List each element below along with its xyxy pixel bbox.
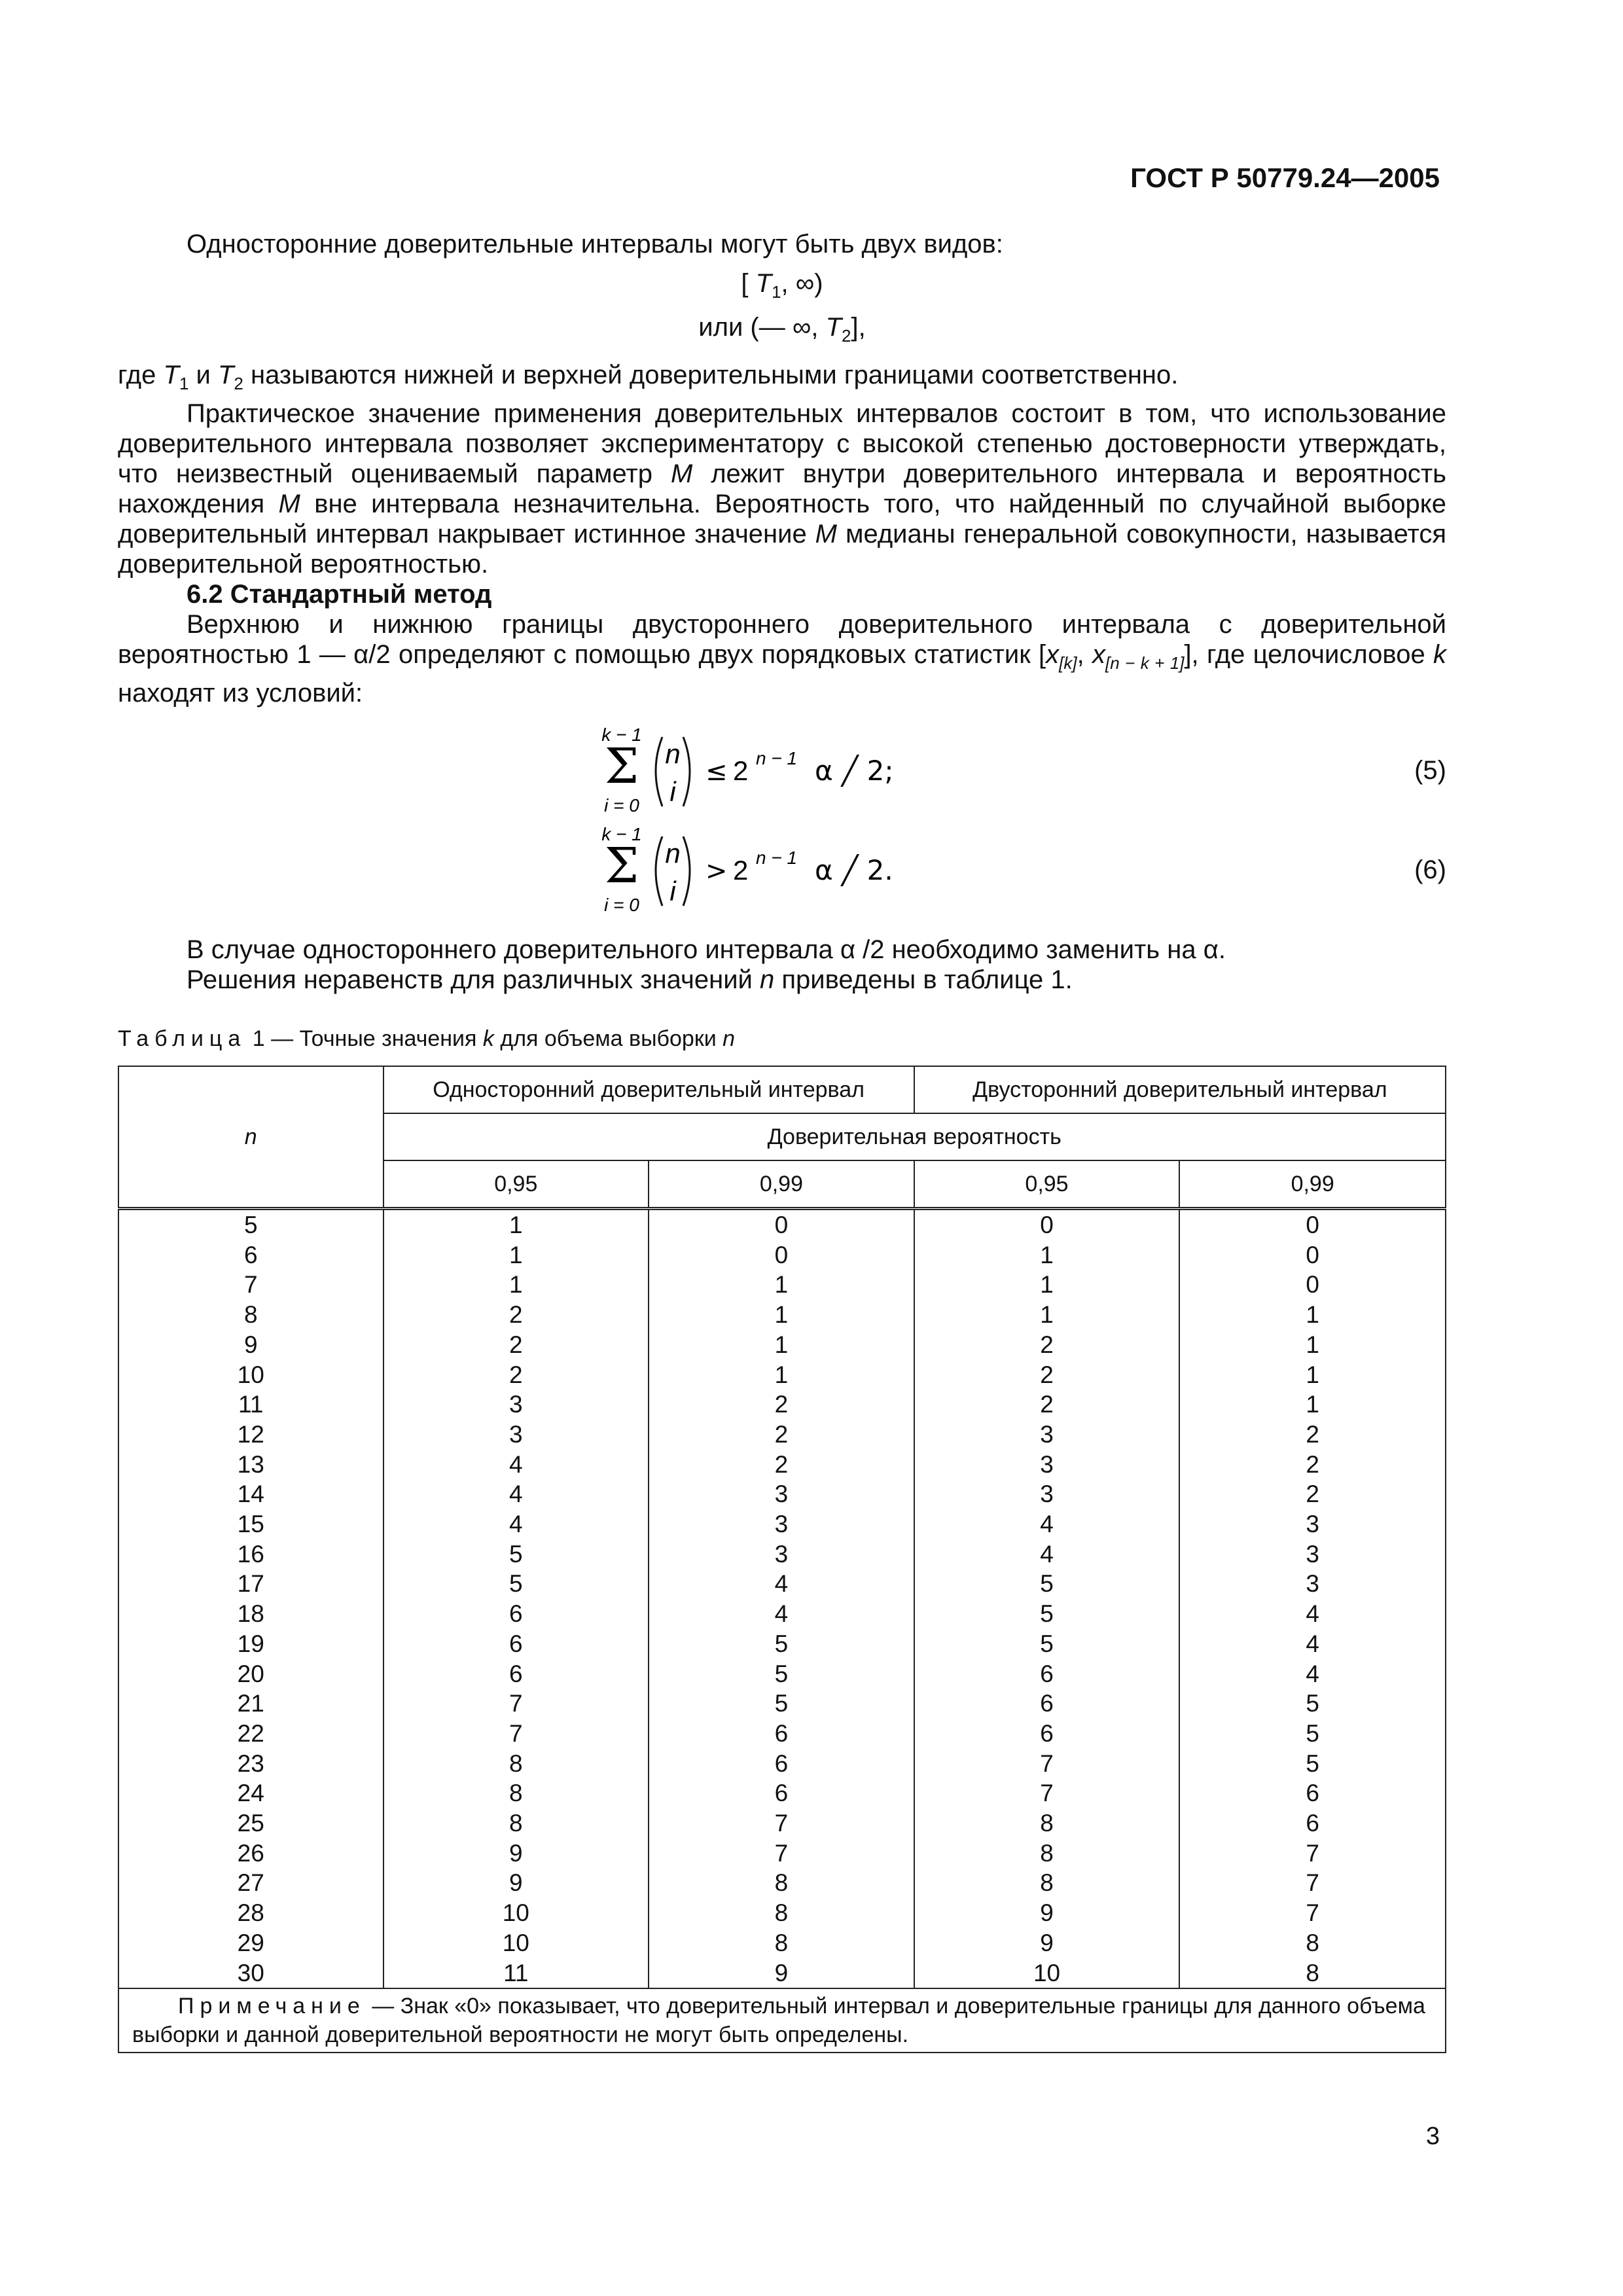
cell-k: 6 [1179, 1778, 1446, 1808]
cell-k: 1 [1179, 1300, 1446, 1330]
formula-5-graphic [589, 721, 1047, 819]
cell-k: 3 [1179, 1569, 1446, 1599]
cell-k: 6 [383, 1599, 649, 1629]
k-values-table [118, 1066, 1446, 2053]
cell-k: 5 [383, 1569, 649, 1599]
cell-k: 11 [383, 1958, 649, 1989]
header-conf-col: 0,99 [649, 1160, 914, 1209]
cell-k: 4 [1179, 1659, 1446, 1689]
cell-k: 9 [383, 1868, 649, 1898]
table-row [118, 1450, 1446, 1480]
right-paren [683, 836, 690, 906]
cell-k: 10 [383, 1898, 649, 1928]
interval-lower: [ $T_1$, ∞) [741, 269, 823, 302]
cell-n: 11 [118, 1390, 383, 1420]
where-clause: где $T_1$ и $T_2$ называются нижней и верхней доверительными границами соответственно. [118, 361, 1179, 393]
power-exponent: n − 1 [756, 748, 798, 768]
cell-k: 2 [1179, 1450, 1446, 1480]
cell-k: 1 [383, 1240, 649, 1270]
cell-k: 4 [914, 1539, 1180, 1570]
cell-k: 7 [649, 1808, 914, 1839]
cell-k: 9 [383, 1839, 649, 1869]
table-row [118, 1868, 1446, 1898]
cell-n: 13 [118, 1450, 383, 1480]
right-paren [683, 737, 690, 806]
cell-k: 8 [383, 1778, 649, 1808]
cell-k: 3 [914, 1450, 1180, 1480]
cell-k: 3 [914, 1479, 1180, 1509]
cell-k: 5 [1179, 1719, 1446, 1749]
cell-k: 2 [649, 1390, 914, 1420]
cell-k: 7 [914, 1778, 1180, 1808]
sigma-symbol: Σ [604, 838, 639, 894]
equation-number-5: (5) [1414, 756, 1446, 785]
paragraph-practical-meaning: Практическое значение применения доверительных интервалов состоит в том, что использование доверительного интервала позволяет экспериментатору с высокой степенью достоверности утверждать, что неизвестный оцениваемый параметр M лежит внутри доверительного интервала и вероятность нахождения M вне интервала незначительна. Вероятность того, что найденный по случайной выборке доверительный интервал накрывает истинное значение M медианы генеральной совокупности, называется доверительной вероятностью. [118, 399, 1447, 579]
cell-n: 25 [118, 1808, 383, 1839]
cell-n: 8 [118, 1300, 383, 1330]
table-row [118, 1599, 1446, 1629]
paragraph-one-sided-note: В случае одностороннего доверительного интервала α /2 необходимо заменить на α. [187, 935, 1226, 964]
cell-n: 15 [118, 1509, 383, 1539]
cell-k: 2 [649, 1450, 914, 1480]
cell-k: 4 [1179, 1599, 1446, 1629]
cell-k: 4 [914, 1509, 1180, 1539]
intro-line: Односторонние доверительные интервалы могут быть двух видов: [187, 230, 1003, 259]
cell-k: 8 [649, 1868, 914, 1898]
cell-k: 4 [649, 1599, 914, 1629]
cell-k: 1 [1179, 1360, 1446, 1390]
cell-k: 10 [383, 1928, 649, 1958]
sum-upper-limit: k − 1 [601, 725, 642, 745]
cell-k: 4 [383, 1450, 649, 1480]
cell-n: 18 [118, 1599, 383, 1629]
cell-k: 2 [383, 1360, 649, 1390]
cell-k: 8 [914, 1839, 1180, 1869]
cell-k: 1 [914, 1270, 1180, 1300]
power-exponent: n − 1 [756, 848, 798, 868]
table-row [118, 1270, 1446, 1300]
sigma-symbol: Σ [604, 738, 639, 795]
paragraph-table-reference: Решения неравенств для различных значений n приведены в таблице 1. [187, 965, 1073, 994]
cell-k: 1 [914, 1300, 1180, 1330]
cell-k: 8 [1179, 1928, 1446, 1958]
cell-k: 5 [383, 1539, 649, 1570]
cell-k: 8 [914, 1868, 1180, 1898]
cell-n: 10 [118, 1360, 383, 1390]
table-row [118, 1420, 1446, 1450]
cell-k: 5 [1179, 1689, 1446, 1719]
cell-k: 2 [383, 1330, 649, 1360]
cell-n: 20 [118, 1659, 383, 1689]
formula-tail: α ╱ 2; [815, 755, 894, 787]
cell-k: 5 [914, 1629, 1180, 1659]
cell-k: 6 [383, 1659, 649, 1689]
cell-k: 3 [383, 1390, 649, 1420]
cell-k: 1 [649, 1300, 914, 1330]
cell-k: 2 [914, 1330, 1180, 1360]
table-row [118, 1719, 1446, 1749]
page-content [118, 229, 1446, 2053]
power-base: 2 [733, 855, 749, 886]
cell-k: 1 [914, 1240, 1180, 1270]
page-number: 3 [1425, 2123, 1440, 2150]
table-row [118, 1749, 1446, 1779]
cell-k: 9 [914, 1898, 1180, 1928]
paragraph-standard-method: Верхнюю и нижнюю границы двустороннего доверительного интервала с доверительной вероятностью 1 — α/2 определяют с помощью двух порядковых статистик [$x_{[k]}$, $x_{[n - k + 1]}$], где целочисловое k находят из условий: [118, 610, 1446, 708]
table-row [118, 1808, 1446, 1839]
table-row [118, 1928, 1446, 1958]
cell-k: 0 [649, 1209, 914, 1240]
table-row [118, 1360, 1446, 1390]
left-paren [656, 836, 662, 906]
table-row [118, 1958, 1446, 1989]
cell-k: 2 [914, 1390, 1180, 1420]
cell-k: 8 [383, 1808, 649, 1839]
header-one-sided: Односторонний доверительный интервал [383, 1066, 914, 1113]
table-row [118, 1839, 1446, 1869]
cell-n: 29 [118, 1928, 383, 1958]
cell-k: 3 [649, 1509, 914, 1539]
cell-k: 2 [649, 1420, 914, 1450]
cell-k: 6 [1179, 1808, 1446, 1839]
cell-n: 7 [118, 1270, 383, 1300]
cell-k: 9 [914, 1928, 1180, 1958]
header-conf-col: 0,99 [1179, 1160, 1446, 1209]
cell-n: 22 [118, 1719, 383, 1749]
table-row [118, 1569, 1446, 1599]
cell-n: 26 [118, 1839, 383, 1869]
cell-k: 6 [649, 1719, 914, 1749]
cell-k: 7 [649, 1839, 914, 1869]
cell-k: 2 [1179, 1479, 1446, 1509]
cell-k: 7 [1179, 1868, 1446, 1898]
sum-upper-limit: k − 1 [601, 824, 642, 844]
cell-k: 5 [914, 1569, 1180, 1599]
table-row [118, 1659, 1446, 1689]
cell-k: 7 [383, 1719, 649, 1749]
table-row [118, 1629, 1446, 1659]
cell-k: 5 [649, 1689, 914, 1719]
table-row [118, 1509, 1446, 1539]
cell-k: 4 [649, 1569, 914, 1599]
binom-bottom: i [669, 876, 676, 906]
cell-k: 1 [383, 1270, 649, 1300]
cell-n: 28 [118, 1898, 383, 1928]
table-body [118, 1209, 1446, 1989]
cell-k: 2 [383, 1300, 649, 1330]
cell-k: 6 [649, 1749, 914, 1779]
formula-6-graphic [589, 821, 1047, 919]
cell-k: 9 [649, 1958, 914, 1989]
cell-k: 5 [649, 1659, 914, 1689]
formula-6 [118, 821, 1446, 919]
cell-k: 1 [649, 1270, 914, 1300]
section-heading: 6.2 Стандартный метод [187, 580, 492, 609]
table-row [118, 1778, 1446, 1808]
interval-upper: или (— ∞, $T_2$], [698, 313, 866, 346]
cell-n: 19 [118, 1629, 383, 1659]
cell-n: 9 [118, 1330, 383, 1360]
table-row [118, 1390, 1446, 1420]
cell-n: 12 [118, 1420, 383, 1450]
cell-k: 6 [914, 1659, 1180, 1689]
cell-n: 27 [118, 1868, 383, 1898]
cell-k: 5 [914, 1599, 1180, 1629]
cell-k: 6 [914, 1719, 1180, 1749]
cell-k: 3 [1179, 1509, 1446, 1539]
cell-k: 0 [1179, 1240, 1446, 1270]
cell-k: 7 [1179, 1898, 1446, 1928]
cell-k: 1 [1179, 1330, 1446, 1360]
cell-k: 6 [914, 1689, 1180, 1719]
cell-k: 3 [383, 1420, 649, 1450]
cell-k: 5 [1179, 1749, 1446, 1779]
left-paren [656, 737, 662, 806]
cell-k: 4 [383, 1479, 649, 1509]
cell-n: 21 [118, 1689, 383, 1719]
cell-k: 2 [1179, 1420, 1446, 1450]
cell-k: 1 [649, 1360, 914, 1390]
binom-top: n [665, 738, 681, 769]
cell-k: 8 [383, 1749, 649, 1779]
cell-k: 1 [1179, 1390, 1446, 1420]
cell-k: 6 [383, 1629, 649, 1659]
cell-k: 7 [1179, 1839, 1446, 1869]
relation-sign: > [705, 856, 728, 886]
cell-n: 16 [118, 1539, 383, 1570]
cell-k: 8 [1179, 1958, 1446, 1989]
cell-k: 7 [383, 1689, 649, 1719]
cell-k: 8 [914, 1808, 1180, 1839]
formula-tail: α ╱ 2. [815, 854, 893, 886]
cell-k: 2 [914, 1360, 1180, 1390]
table-row [118, 1539, 1446, 1570]
formula-5 [118, 721, 1446, 819]
cell-k: 3 [1179, 1539, 1446, 1570]
table-row [118, 1689, 1446, 1719]
table-row [118, 1300, 1446, 1330]
cell-k: 1 [383, 1209, 649, 1240]
table-row [118, 1330, 1446, 1360]
binom-top: n [665, 838, 681, 869]
cell-k: 8 [649, 1898, 914, 1928]
header-confidence: Доверительная вероятность [383, 1113, 1446, 1160]
equation-number-6: (6) [1414, 855, 1446, 884]
document-header: ГОСТ Р 50779.24—2005 [1130, 162, 1440, 193]
header-two-sided: Двусторонний доверительный интервал [914, 1066, 1446, 1113]
cell-k: 4 [383, 1509, 649, 1539]
cell-k: 7 [914, 1749, 1180, 1779]
cell-k: 0 [1179, 1270, 1446, 1300]
table-row [118, 1898, 1446, 1928]
cell-k: 8 [649, 1928, 914, 1958]
table-row [118, 1209, 1446, 1240]
power-base: 2 [733, 755, 749, 786]
cell-n: 5 [118, 1209, 383, 1240]
sum-lower-limit: i = 0 [604, 895, 639, 915]
cell-k: 6 [649, 1778, 914, 1808]
cell-k: 0 [914, 1209, 1180, 1240]
cell-k: 3 [649, 1539, 914, 1570]
cell-n: 6 [118, 1240, 383, 1270]
cell-n: 30 [118, 1958, 383, 1989]
table-row [118, 1240, 1446, 1270]
cell-k: 4 [1179, 1629, 1446, 1659]
cell-n: 17 [118, 1569, 383, 1599]
cell-n: 24 [118, 1778, 383, 1808]
cell-k: 3 [649, 1479, 914, 1509]
cell-k: 0 [649, 1240, 914, 1270]
cell-k: 10 [914, 1958, 1180, 1989]
sum-lower-limit: i = 0 [604, 795, 639, 816]
table-caption: Таблица 1 — Точные значения k для объема выборки n [118, 1026, 736, 1051]
cell-k: 3 [914, 1420, 1180, 1450]
header-n: n [118, 1066, 383, 1209]
header-conf-col: 0,95 [383, 1160, 649, 1209]
cell-k: 1 [649, 1330, 914, 1360]
table-note: Примечание — Знак «0» показывает, что доверительный интервал и доверительные границы для данного объема выборки и данной доверительной вероятности не могут быть определены. [118, 1988, 1446, 2053]
table-row [118, 1479, 1446, 1509]
cell-k: 5 [649, 1629, 914, 1659]
header-conf-col: 0,95 [914, 1160, 1180, 1209]
relation-sign: ≤ [705, 757, 728, 787]
cell-k: 0 [1179, 1209, 1446, 1240]
cell-n: 14 [118, 1479, 383, 1509]
binom-bottom: i [669, 776, 676, 807]
cell-n: 23 [118, 1749, 383, 1779]
